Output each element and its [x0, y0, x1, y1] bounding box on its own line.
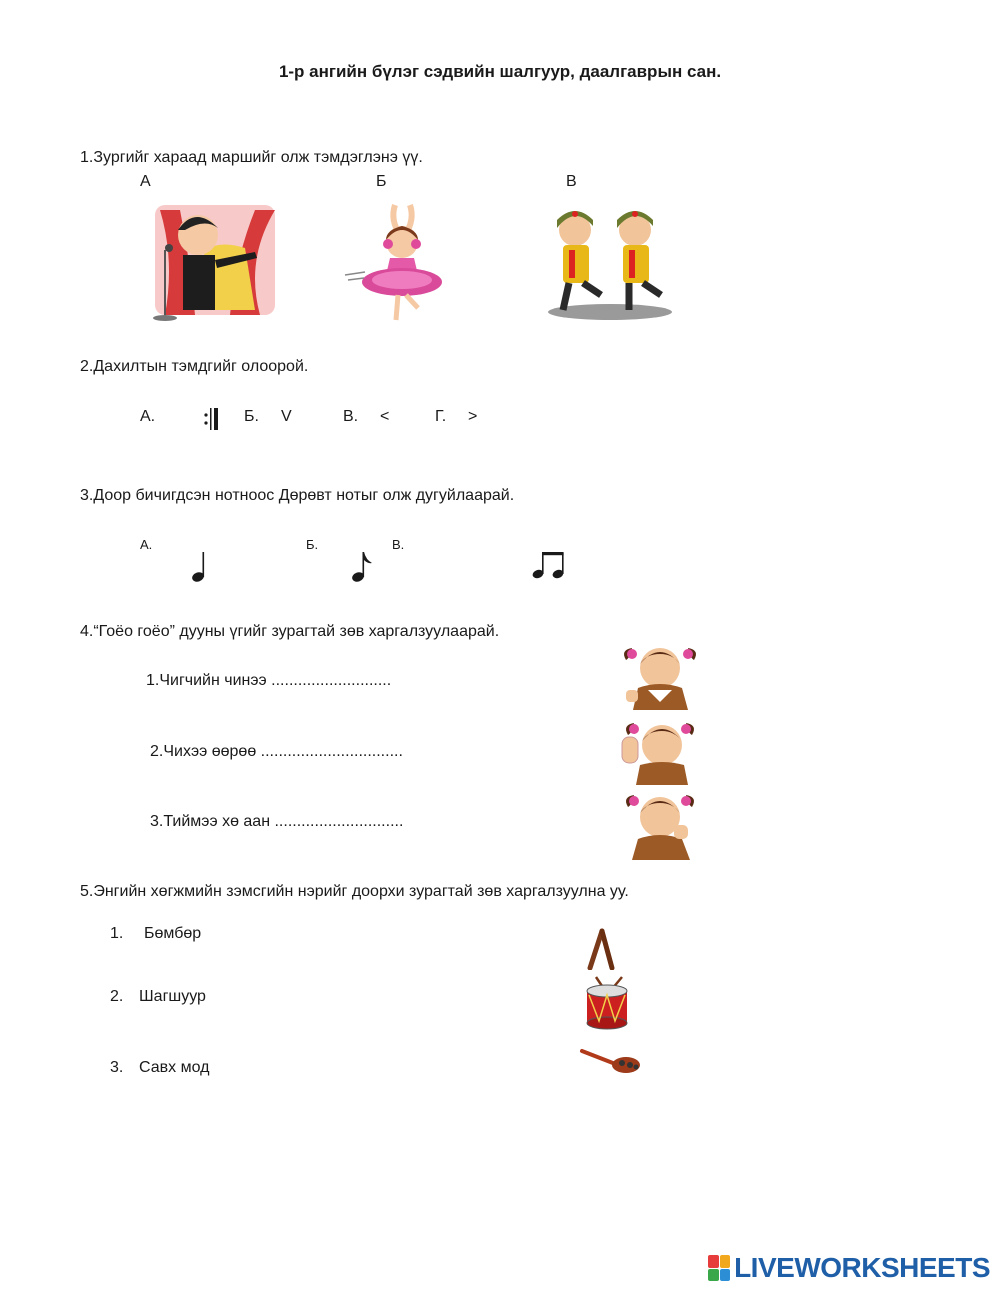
q4-item-3: 3.Тиймээ хө аан .............................	[150, 813, 404, 830]
q1-option-v-label: В	[566, 173, 577, 190]
q5-item-3-label: Савх мод	[139, 1059, 210, 1076]
drum-image	[582, 975, 632, 1031]
q2-option-a-label: А.	[140, 408, 156, 425]
q5-item-2-number: 2.	[110, 988, 124, 1005]
q3-option-a-label: А.	[140, 537, 153, 552]
question-1-text: 1.Зургийг хараад маршийг олж тэмдэглэнэ үү.	[80, 149, 423, 166]
marching-soldiers-image	[545, 200, 675, 320]
q5-item-1-number: 1.	[110, 925, 124, 942]
question-3-text: 3.Доор бичигдсэн нотноос Дөрөвт нотыг олж дугуйлаарай.	[80, 487, 515, 504]
q1-option-a-label: А	[140, 173, 151, 190]
q2-option-b-symbol: V	[281, 408, 292, 425]
singer-image	[135, 200, 280, 325]
q4-item-1: 1.Чигчийн чинээ ...........................	[146, 672, 392, 689]
beamed-eighth-notes-icon	[532, 550, 566, 580]
q2-option-v-label: В.	[343, 408, 359, 425]
quarter-note-icon	[190, 550, 210, 584]
wooden-sticks-image	[582, 928, 622, 970]
q3-option-b-label: Б.	[306, 537, 319, 552]
q3-option-v-label: В.	[392, 537, 405, 552]
q2-option-b-label: Б.	[244, 408, 259, 425]
page-title: 1-р ангийн бүлэг сэдвийн шалгуур, даалгаврын сан.	[278, 62, 722, 81]
q2-option-v-symbol: <	[380, 408, 390, 425]
liveworksheets-logo	[708, 1252, 990, 1284]
girl-pointing-image	[618, 640, 702, 710]
q1-option-b-label: Б	[376, 173, 387, 190]
eighth-note-icon	[350, 550, 374, 584]
logo-badge-icon	[708, 1255, 730, 1281]
repeat-sign-icon	[202, 406, 222, 432]
q4-item-2: 2.Чихээ өөрөө ................................	[150, 743, 403, 760]
logo-text: LIVEWORKSHEETS	[734, 1252, 990, 1283]
question-2-text: 2.Дахилтын тэмдгийг олоорой.	[80, 358, 309, 375]
clapper-image	[578, 1043, 644, 1083]
question-5-text: 5.Энгийн хөгжмийн зэмсгийн нэрийг доорхи зурагтай зөв харгалзуулна уу.	[80, 883, 629, 900]
q5-item-1-label: Бөмбөр	[144, 925, 202, 942]
q2-option-g-label: Г.	[435, 408, 447, 425]
q5-item-2-label: Шагшуур	[139, 988, 206, 1005]
q2-option-g-symbol: >	[468, 408, 478, 425]
girl-ears-image	[618, 715, 702, 785]
question-4-text: 4.“Гоёо гоёо” дууны үгийг зурагтай зөв харгалзуулаарай.	[80, 623, 500, 640]
girl-nodding-image	[618, 785, 702, 860]
ballerina-image	[340, 200, 465, 325]
q5-item-3-number: 3.	[110, 1059, 124, 1076]
